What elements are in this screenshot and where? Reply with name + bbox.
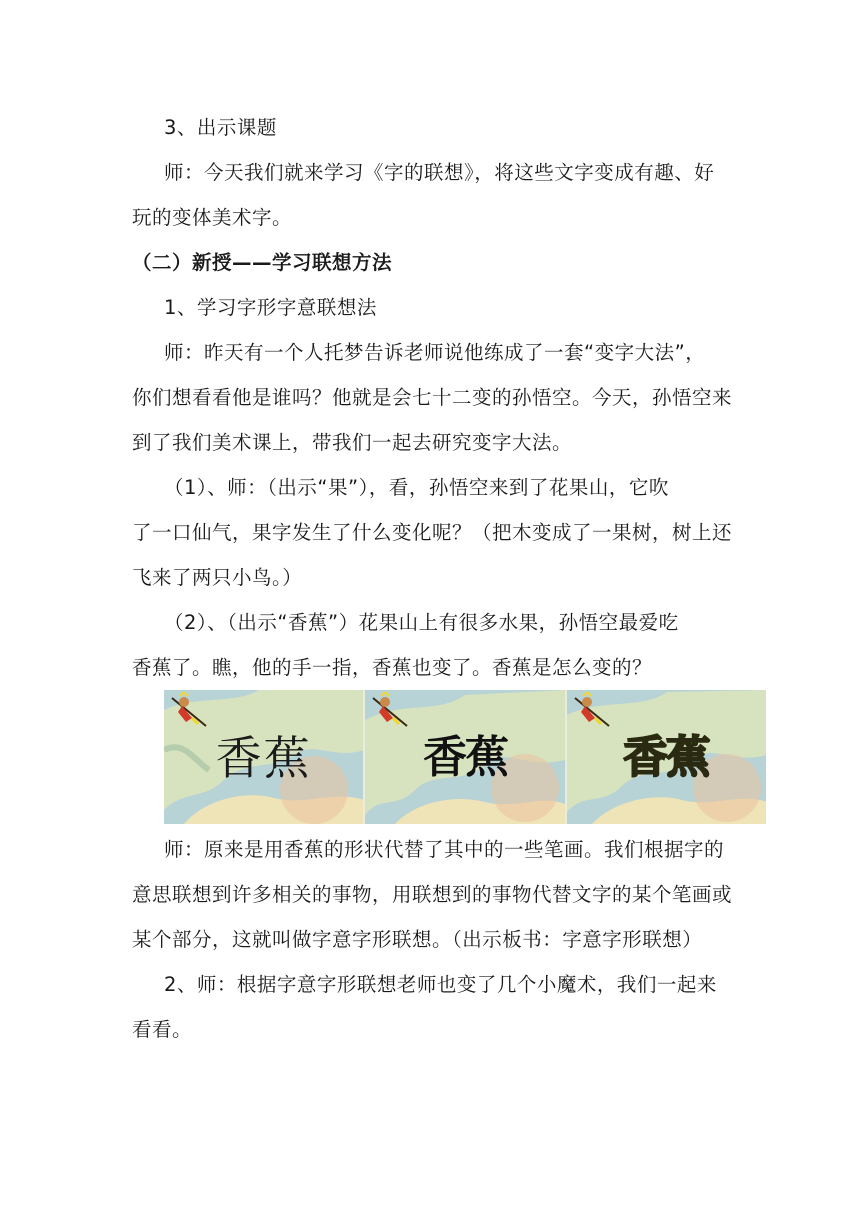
paragraph-line: （2）、（出示“香蕉”）花果山上有很多水果，孙悟空最爱吃	[164, 611, 679, 634]
paragraph-line: 飞来了两只小鸟。）	[132, 566, 303, 589]
paragraph-line: 看看。	[132, 1018, 193, 1041]
paragraph-line: 意思联想到许多相关的事物，用联想到的事物代替文字的某个笔画或	[132, 883, 733, 906]
figure-panel-plain	[164, 690, 363, 824]
monkey-king-icon	[573, 692, 613, 730]
subsection-heading: 3、出示课题	[164, 116, 277, 139]
figure-panel-colored	[567, 690, 766, 824]
paragraph-line: 师：昨天有一个人托梦告诉老师说他练成了一套“变字大法”，	[164, 341, 706, 364]
paragraph-line: （1）、师：（出示“果”），看，孙悟空来到了花果山，它吹	[164, 476, 669, 499]
paragraph-line: 玩的变体美术字。	[132, 206, 293, 229]
figure-panel-transformed	[365, 690, 564, 824]
monkey-king-icon	[170, 692, 210, 730]
paragraph-line: 到了我们美术课上，带我们一起去研究变字大法。	[132, 431, 573, 454]
banana-word-plain: 香蕉	[215, 731, 312, 785]
paragraph-line: 师：原来是用香蕉的形状代替了其中的一些笔画。我们根据字的	[164, 838, 725, 861]
paragraph-line: 了一口仙气，果字发生了什么变化呢？（把木变成了一果树，树上还	[132, 521, 733, 544]
paragraph-line: 某个部分，这就叫做字意字形联想。（出示板书：字意字形联想）	[132, 928, 703, 951]
monkey-king-icon	[371, 692, 411, 730]
banana-transformation-figure	[164, 690, 766, 824]
paragraph-line: 师：今天我们就来学习《字的联想》，将这些文字变成有趣、好	[164, 161, 715, 184]
banana-word-transformed: 香蕉	[422, 732, 507, 783]
section-heading: （二）新授——学习联想方法	[132, 251, 393, 274]
paragraph-line: 香蕉了。瞧，他的手一指，香蕉也变了。香蕉是怎么变的？	[132, 656, 653, 679]
paragraph-line: 2、师：根据字意字形联想老师也变了几个小魔术，我们一起来	[164, 973, 717, 996]
subsection-heading: 1、学习字形字意联想法	[164, 296, 377, 319]
banana-word-colored: 香蕉	[623, 732, 710, 783]
paragraph-line: 你们想看看他是谁吗？他就是会七十二变的孙悟空。今天，孙悟空来	[132, 386, 733, 409]
